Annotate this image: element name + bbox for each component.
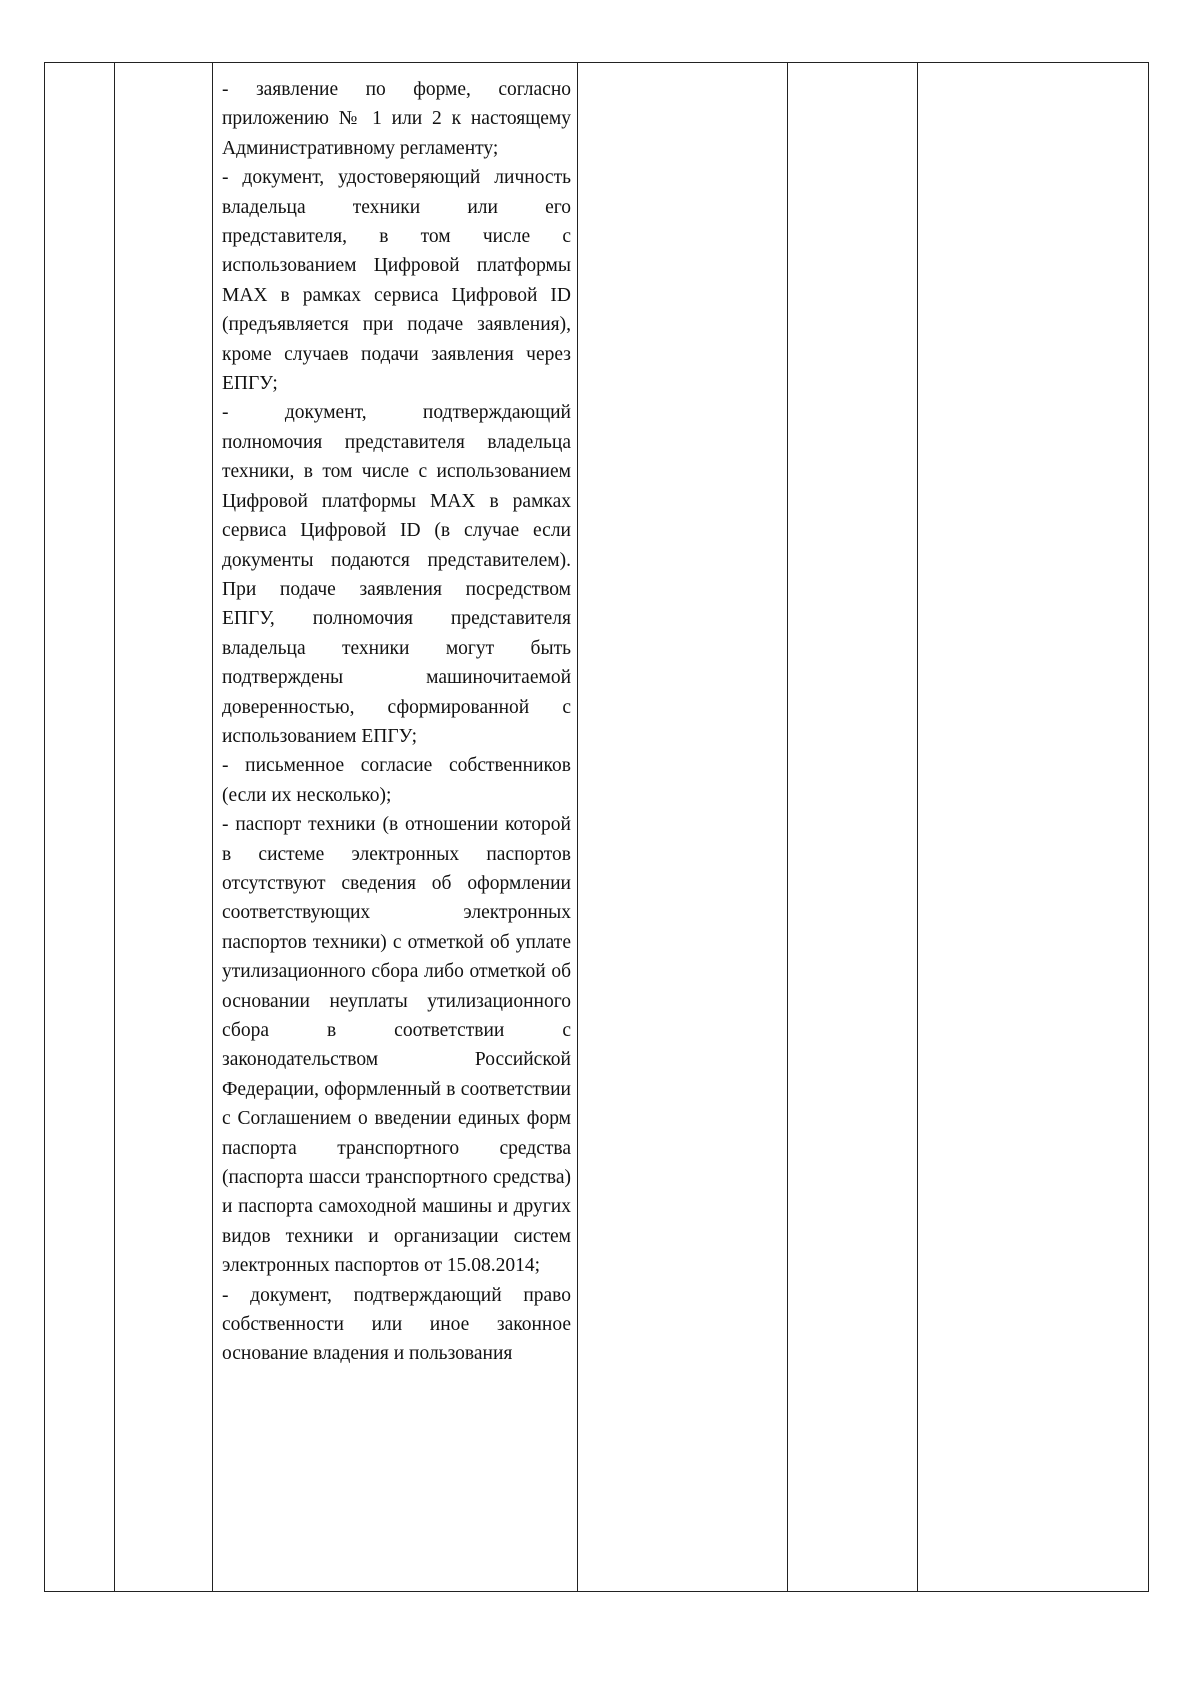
table-row <box>45 63 1149 1592</box>
list-item: - документ, подтверждающий полномочия представителя владельца техники, в том числе с использованием Цифровой платформы MAX в рамках сервиса Цифровой ID (в случае если документы подаются представителем). При подаче заявления посредством ЕПГУ, полномочия представителя владельца техники могут быть подтверждены машиночитаемой доверенностью, сформированной с использованием ЕПГУ; <box>222 402 571 747</box>
document-table <box>44 62 1149 1592</box>
table-cell-5 <box>788 63 918 1592</box>
table-cell-6 <box>918 63 1149 1592</box>
table-cell-documents-list <box>213 63 578 1592</box>
list-item: - паспорт техники (в отношении которой в системе электронных паспортов отсутствуют сведения об оформлении соответствующих электронных паспортов техники) с отметкой об уплате утилизационного сбора либо отметкой об основании неуплаты утилизационного сбора в соответствии с законодательством Российской Федерации, оформленный в соответствии с Соглашением о введении единых форм паспорта транспортного средства (паспорта шасси транспортного средства) и паспорта самоходной машины и других видов техники и организации систем электронных паспортов от 15.08.2014; <box>222 814 571 1277</box>
list-item: - документ, удостоверяющий личность владельца техники или его представителя, в том числе с использованием Цифровой платформы MAX в рамках сервиса Цифровой ID (предъявляется при подаче заявления), кроме случаев подачи заявления через ЕПГУ; <box>222 167 571 395</box>
list-item: - документ, подтверждающий право собственности или иное законное основание владения и пользования <box>222 1284 571 1365</box>
list-item: - заявление по форме, согласно приложению № 1 или 2 к настоящему Административному регламенту; <box>222 79 571 159</box>
documents-list <box>213 63 577 1369</box>
list-item: - письменное согласие собственников (если их несколько); <box>222 755 571 806</box>
table-cell-2 <box>115 63 213 1592</box>
table-cell-4 <box>578 63 788 1592</box>
table-cell-1 <box>45 63 115 1592</box>
